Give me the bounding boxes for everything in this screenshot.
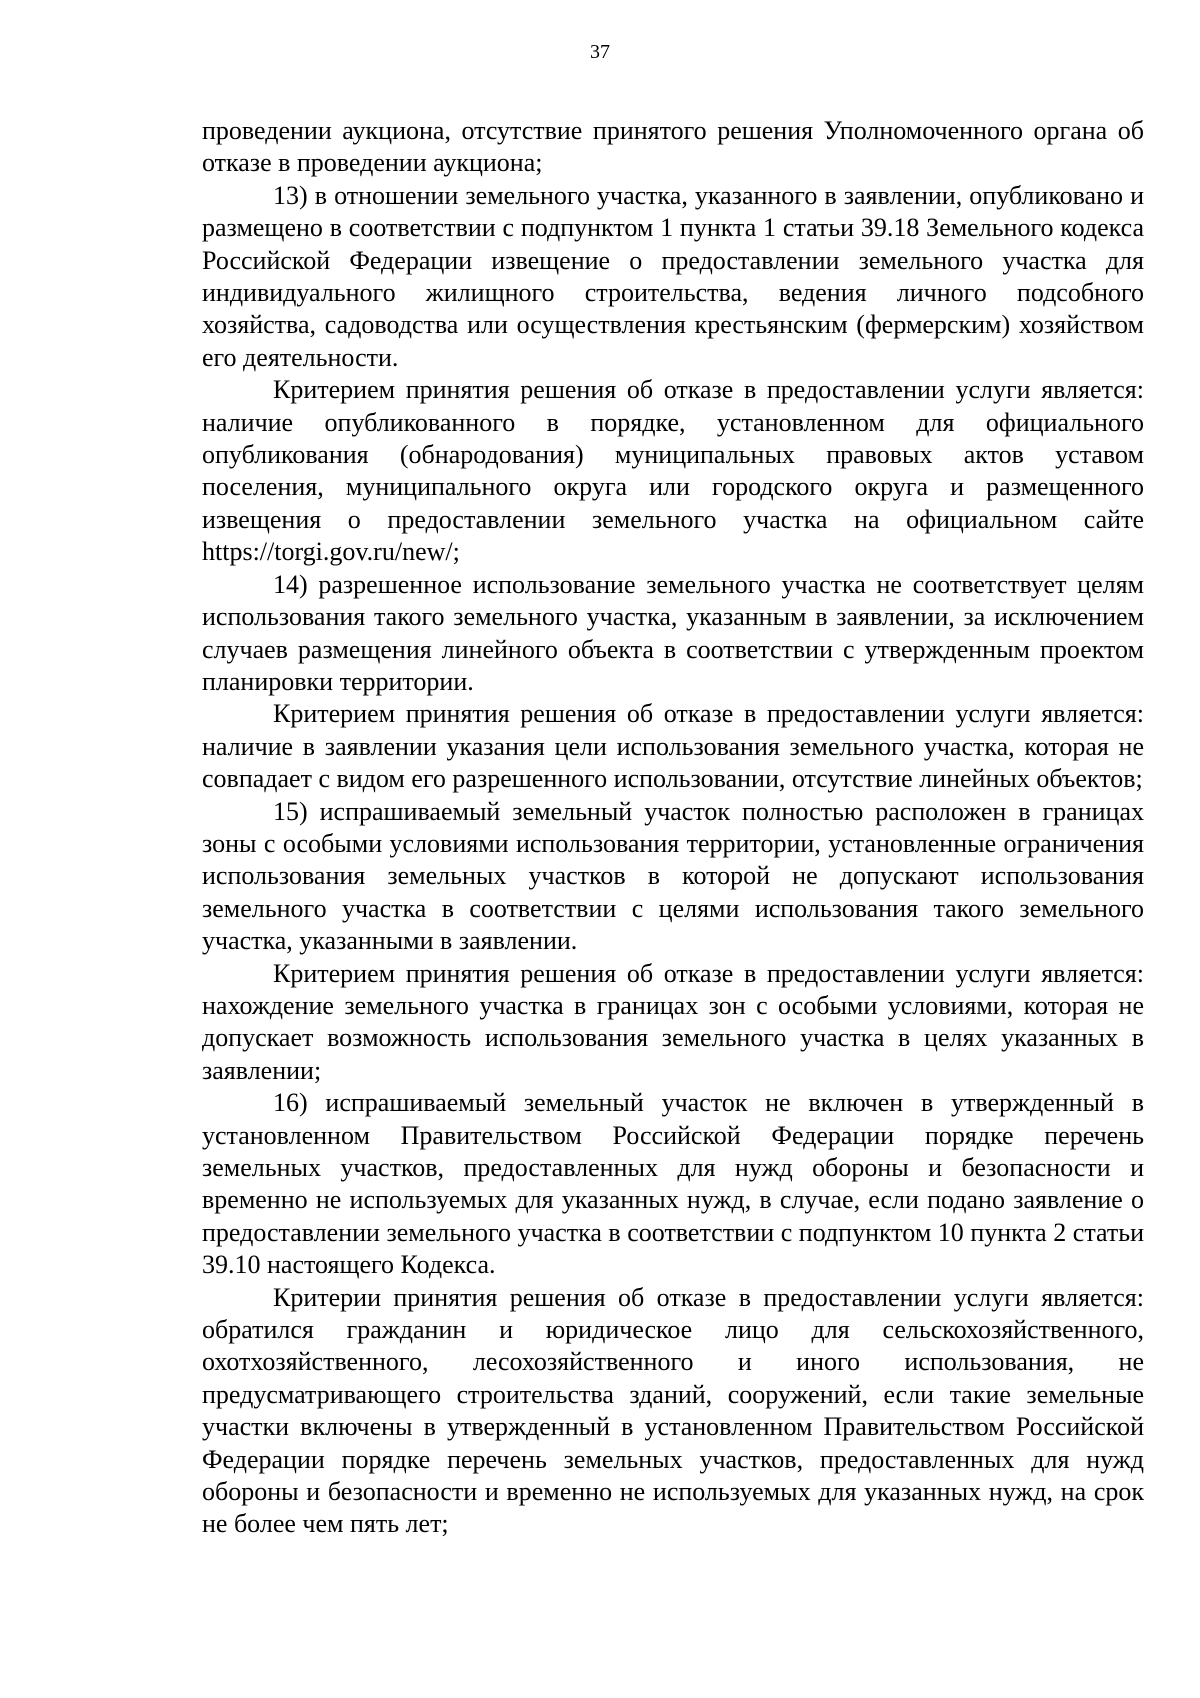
paragraph-criterion-16: Критерии принятия решения об отказе в предоставлении услуги является: обратился гражданин и юридическое лицо для сельскохозяйственного, охотхозяйственного, лесохозяйственного и иного использования, не предусматривающего строительства зданий, сооружений, если такие земельные участки включены в утвержденный в установленном Правительством Российской Федерации порядке перечень земельных участков, предоставленных для нужд обороны и безопасности и временно не используемых для указанных нужд, на срок не более чем пять лет;: [202, 1282, 1144, 1539]
paragraph-item-16: 16) испрашиваемый земельный участок не включен в утвержденный в установленном Правительством Российской Федерации порядке перечень земельных участков, предоставленных для нужд обороны и безопасности и временно не используемых для указанных нужд, в случае, если подано заявление о предоставлении земельного участка в соответствии с подпунктом 10 пункта 2 статьи 39.10 настоящего Кодекса.: [202, 1088, 1144, 1280]
paragraph-criterion-15: Критерием принятия решения об отказе в предоставлении услуги является: нахождение земельного участка в границах зон с особыми условиями, которая не допускает возможность использования земельного участка в целях указанных в заявлении;: [202, 958, 1144, 1085]
document-body: [202, 115, 1144, 1541]
paragraph-item-13: 13) в отношении земельного участка, указанного в заявлении, опубликовано и размещено в соответствии с подпунктом 1 пункта 1 статьи 39.18 Земельного кодекса Российской Федерации извещение о предоставлении земельного участка для индивидуального жилищного строительства, ведения личного подсобного хозяйства, садоводства или осуществления крестьянским (фермерским) хозяйством его деятельности.: [202, 180, 1144, 372]
paragraph-continuation: проведении аукциона, отсутствие принятого решения Уполномоченного органа об отказе в проведении аукциона;: [202, 116, 1144, 178]
paragraph-item-15: 15) испрашиваемый земельный участок полностью расположен в границах зоны с особыми условиями использования территории, установленные ограничения использования земельных участков в которой не допускают использования земельного участка в соответствии с целями использования такого земельного участка, указанными в заявлении.: [202, 796, 1144, 956]
paragraph-item-14: 14) разрешенное использование земельного участка не соответствует целям использования такого земельного участка, указанным в заявлении, за исключением случаев размещения линейного объекта в соответствии с утвержденным проектом планировки территории.: [202, 569, 1144, 696]
paragraph-criterion-13: Критерием принятия решения об отказе в предоставлении услуги является: наличие опубликованного в порядке, установленном для официального опубликования (обнародования) муниципальных правовых актов уставом поселения, муниципального округа или городского округа и размещенного извещения о предоставлении земельного участка на официальном сайте https://torgi.gov.ru/new/;: [202, 375, 1144, 567]
page-number: 37: [590, 41, 610, 63]
paragraph-criterion-14: Критерием принятия решения об отказе в предоставлении услуги является: наличие в заявлении указания цели использования земельного участка, которая не совпадает с видом его разрешенного использовании, отсутствие линейных объектов;: [202, 699, 1144, 794]
